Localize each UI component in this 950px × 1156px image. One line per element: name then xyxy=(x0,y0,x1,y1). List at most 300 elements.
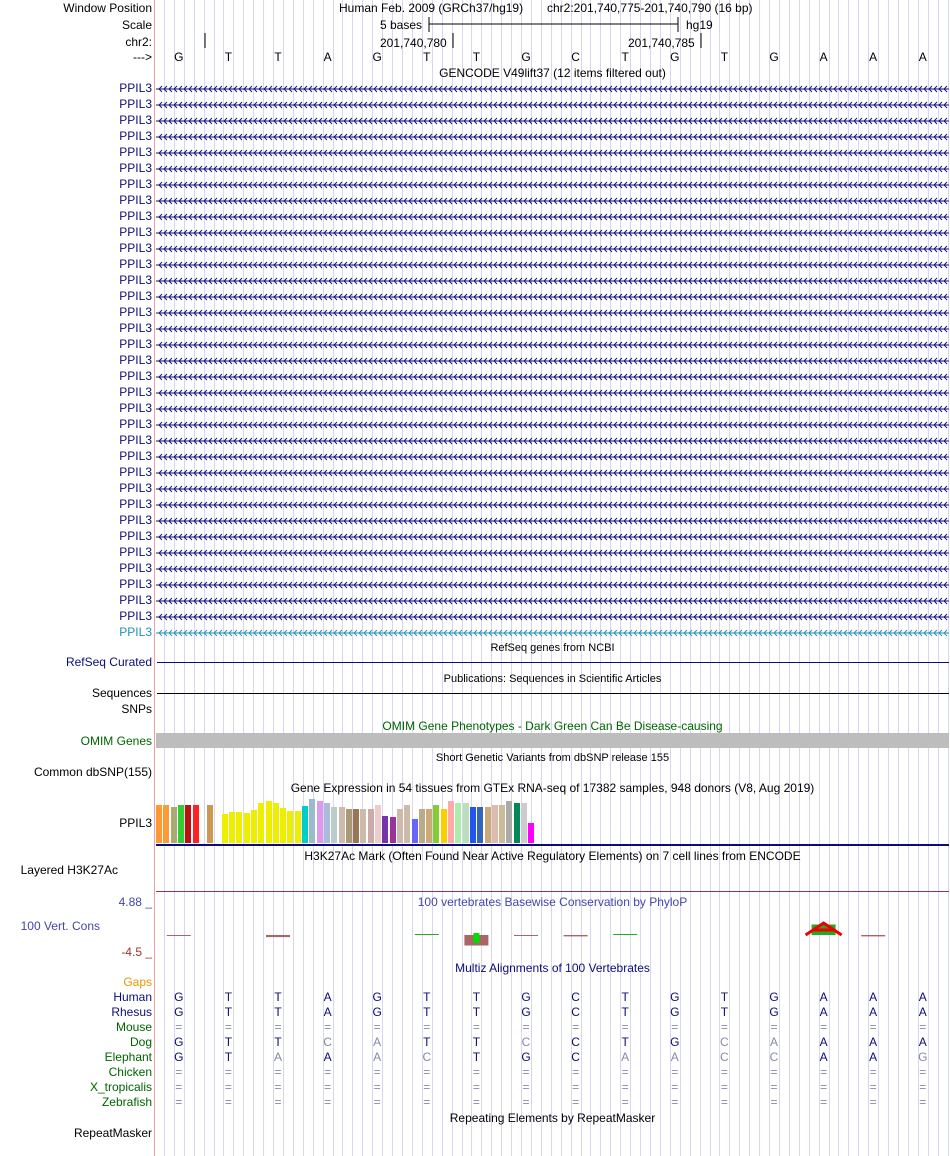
gtex-bar[interactable] xyxy=(368,809,374,843)
multiz-base: T xyxy=(621,1035,629,1049)
gtex-bar[interactable] xyxy=(280,808,286,843)
multiz-base: = xyxy=(820,1095,828,1109)
gtex-bar[interactable] xyxy=(521,803,527,843)
multiz-base: T xyxy=(720,990,729,1004)
gtex-bar[interactable] xyxy=(390,817,396,843)
multiz-base: A xyxy=(373,1035,382,1049)
multiz-base: = xyxy=(224,1020,232,1034)
multiz-base: T xyxy=(274,1035,282,1049)
multiz-base: = xyxy=(274,1095,282,1109)
multiz-base: C xyxy=(571,1005,580,1019)
gencode-transcript[interactable] xyxy=(156,340,949,350)
multiz-base: G xyxy=(372,990,382,1004)
gencode-transcript[interactable] xyxy=(156,308,949,318)
chrom-label: chr2: xyxy=(125,35,152,49)
multiz-base: = xyxy=(820,1020,828,1034)
gtex-bar[interactable] xyxy=(346,809,352,843)
gencode-transcript-label[interactable]: PPIL3 xyxy=(119,401,152,415)
base-letter: T xyxy=(274,50,282,64)
multiz-base: = xyxy=(423,1095,431,1109)
multiz-base: = xyxy=(175,1020,183,1034)
gencode-transcript[interactable] xyxy=(156,196,949,206)
refseq-title[interactable]: RefSeq genes from NCBI xyxy=(490,642,615,654)
multiz-base: = xyxy=(621,1065,629,1079)
gencode-transcript[interactable] xyxy=(156,548,949,558)
gtex-baseline xyxy=(156,844,949,846)
multiz-species-label[interactable]: Chicken xyxy=(108,1065,152,1079)
gtex-bar[interactable] xyxy=(193,805,199,843)
pubs-label[interactable]: Sequences xyxy=(91,686,152,700)
multiz-base: = xyxy=(869,1095,877,1109)
gencode-transcript-label[interactable]: PPIL3 xyxy=(119,81,152,95)
refseq-label[interactable]: RefSeq Curated xyxy=(65,655,152,669)
multiz-base: = xyxy=(373,1080,381,1094)
base-letter: T xyxy=(472,50,481,64)
gtex-bar[interactable] xyxy=(185,805,191,843)
multiz-base: = xyxy=(274,1065,282,1079)
gencode-transcript[interactable] xyxy=(156,324,949,334)
gtex-bar[interactable] xyxy=(163,805,169,843)
base-letter: T xyxy=(720,50,729,64)
multiz-base: = xyxy=(522,1065,530,1079)
gencode-transcript-label[interactable]: PPIL3 xyxy=(119,465,152,479)
multiz-base: T xyxy=(423,990,431,1004)
multiz-base: G xyxy=(769,1005,779,1019)
gtex-bar[interactable] xyxy=(266,801,272,843)
multiz-base: G xyxy=(670,990,680,1004)
multiz-base: T xyxy=(224,1050,233,1064)
gencode-transcript-label[interactable]: PPIL3 xyxy=(119,625,152,639)
multiz-base: = xyxy=(423,1065,431,1079)
phylop-peak xyxy=(473,933,479,943)
base-letter: G xyxy=(670,50,680,64)
gtex-bar[interactable] xyxy=(360,809,366,843)
refseq-line xyxy=(157,662,949,663)
gtex-bar[interactable] xyxy=(397,809,403,843)
gencode-transcript[interactable] xyxy=(156,100,949,110)
phylop-bar xyxy=(564,935,588,936)
multiz-base: A xyxy=(670,1050,679,1064)
gencode-transcript[interactable] xyxy=(156,612,949,622)
multiz-species-label[interactable]: Human xyxy=(113,990,152,1004)
multiz-base: A xyxy=(819,1035,828,1049)
h3k27ac-label[interactable]: Layered H3K27Ac xyxy=(20,863,118,877)
multiz-base: C xyxy=(571,990,580,1004)
gencode-transcript-label[interactable]: PPIL3 xyxy=(119,257,152,271)
multiz-base: = xyxy=(720,1020,728,1034)
snps-label[interactable]: SNPs xyxy=(121,702,152,716)
gtex-bar[interactable] xyxy=(426,809,432,843)
multiz-title[interactable]: Multiz Alignments of 100 Vertebrates xyxy=(455,961,650,975)
gencode-transcript[interactable] xyxy=(156,356,949,366)
gtex-bar[interactable] xyxy=(506,801,512,843)
multiz-base: = xyxy=(224,1080,232,1094)
multiz-base: = xyxy=(572,1065,580,1079)
omim-feature[interactable] xyxy=(156,733,949,748)
assembly-title: Human Feb. 2009 (GRCh37/hg19) xyxy=(339,1,524,15)
gencode-transcript-label[interactable]: PPIL3 xyxy=(119,225,152,239)
multiz-base: A xyxy=(819,1050,828,1064)
gencode-transcript[interactable] xyxy=(156,420,949,430)
gtex-bar[interactable] xyxy=(382,816,388,843)
gencode-transcript-label[interactable]: PPIL3 xyxy=(119,433,152,447)
phylop-label[interactable]: 100 Vert. Cons xyxy=(20,919,100,933)
gtex-bar[interactable] xyxy=(302,806,308,843)
multiz-base: C xyxy=(422,1050,432,1064)
multiz-base: A xyxy=(273,1050,282,1064)
multiz-base: G xyxy=(521,1050,531,1064)
gencode-transcript-label[interactable]: PPIL3 xyxy=(119,145,152,159)
omim-title[interactable]: OMIM Gene Phenotypes - Dark Green Can Be Disease-causing xyxy=(382,719,723,733)
multiz-base: A xyxy=(323,1050,332,1064)
rmsk-label[interactable]: RepeatMasker xyxy=(73,1126,152,1140)
multiz-base: = xyxy=(671,1020,679,1034)
omim-label[interactable]: OMIM Genes xyxy=(80,734,152,748)
gencode-transcript[interactable] xyxy=(156,148,949,158)
gtex-bar[interactable] xyxy=(375,805,381,843)
multiz-base: = xyxy=(274,1020,282,1034)
gtex-bar[interactable] xyxy=(229,812,235,843)
gencode-transcript-label[interactable]: PPIL3 xyxy=(119,241,152,255)
gencode-transcript-label[interactable]: PPIL3 xyxy=(119,497,152,511)
multiz-base: = xyxy=(869,1065,877,1079)
multiz-base: A xyxy=(918,1005,927,1019)
multiz-base: T xyxy=(224,990,233,1004)
multiz-base: = xyxy=(671,1065,679,1079)
multiz-base: = xyxy=(472,1080,480,1094)
multiz-base: = xyxy=(522,1020,530,1034)
base-letter: G xyxy=(521,50,531,64)
gencode-transcript[interactable] xyxy=(156,404,949,414)
gencode-transcript[interactable] xyxy=(156,564,949,574)
gaps-label[interactable]: Gaps xyxy=(123,975,152,989)
gencode-transcript[interactable] xyxy=(156,388,949,398)
gtex-bar[interactable] xyxy=(309,799,315,843)
multiz-base: G xyxy=(372,1005,382,1019)
multiz-base: = xyxy=(522,1080,530,1094)
gtex-bar[interactable] xyxy=(273,803,279,843)
multiz-base: = xyxy=(621,1095,629,1109)
gencode-transcript[interactable] xyxy=(156,452,949,462)
base-letter: A xyxy=(323,50,332,64)
base-letter: A xyxy=(918,50,927,64)
multiz-base: T xyxy=(274,1005,282,1019)
gencode-transcript-label[interactable]: PPIL3 xyxy=(119,369,152,383)
multiz-species-label[interactable]: Zebrafish xyxy=(101,1095,152,1109)
gencode-transcript-label[interactable]: PPIL3 xyxy=(119,545,152,559)
gtex-bar[interactable] xyxy=(514,803,520,843)
gtex-bar[interactable] xyxy=(441,809,447,843)
multiz-base: = xyxy=(671,1080,679,1094)
gtex-bar[interactable] xyxy=(455,803,461,843)
multiz-base: G xyxy=(521,1005,531,1019)
gencode-transcript[interactable] xyxy=(156,436,949,446)
base-letter: T xyxy=(621,50,629,64)
gtex-bar[interactable] xyxy=(477,807,483,843)
gtex-bar[interactable] xyxy=(528,823,534,843)
gencode-transcript-label[interactable]: PPIL3 xyxy=(119,561,152,575)
gtex-bar[interactable] xyxy=(178,805,184,843)
gencode-transcript-label[interactable]: PPIL3 xyxy=(119,385,152,399)
multiz-base: C xyxy=(571,1035,580,1049)
multiz-base: A xyxy=(819,1005,828,1019)
gencode-transcript-label[interactable]: PPIL3 xyxy=(119,193,152,207)
phylop-max: 4.88 _ xyxy=(118,895,152,909)
multiz-base: T xyxy=(274,990,282,1004)
multiz-base: = xyxy=(919,1095,927,1109)
gencode-transcript-label[interactable]: PPIL3 xyxy=(119,337,152,351)
window-position-label: Window Position xyxy=(63,1,152,15)
multiz-base: = xyxy=(671,1095,679,1109)
multiz-base: G xyxy=(521,990,531,1004)
multiz-base: = xyxy=(621,1020,629,1034)
gencode-transcript[interactable] xyxy=(156,276,949,286)
gencode-transcript[interactable] xyxy=(156,84,949,94)
gencode-transcript-label[interactable]: PPIL3 xyxy=(119,513,152,527)
gencode-transcript-label[interactable]: PPIL3 xyxy=(119,177,152,191)
multiz-base: T xyxy=(224,1005,233,1019)
base-letter: G xyxy=(174,50,184,64)
gencode-transcript-label[interactable]: PPIL3 xyxy=(119,113,152,127)
phylop-bar xyxy=(415,934,439,935)
gencode-transcript[interactable] xyxy=(156,596,949,606)
multiz-base: = xyxy=(472,1065,480,1079)
gtex-bar[interactable] xyxy=(485,807,491,843)
gencode-transcript[interactable] xyxy=(156,500,949,510)
base-letter: C xyxy=(571,50,580,64)
multiz-base: = xyxy=(423,1080,431,1094)
gencode-transcript[interactable] xyxy=(156,532,949,542)
multiz-base: A xyxy=(769,1035,778,1049)
gtex-bar[interactable] xyxy=(463,803,469,843)
multiz-base: = xyxy=(175,1080,183,1094)
gencode-transcript-label[interactable]: PPIL3 xyxy=(119,481,152,495)
rmsk-title[interactable]: Repeating Elements by RepeatMasker xyxy=(449,1111,656,1125)
gtex-bar[interactable] xyxy=(412,819,418,843)
gtex-bar[interactable] xyxy=(156,805,162,843)
phylop-bar xyxy=(266,935,290,937)
multiz-base: C xyxy=(571,1050,580,1064)
multiz-base: = xyxy=(720,1095,728,1109)
gtex-bar[interactable] xyxy=(404,805,410,843)
multiz-species-label[interactable]: Elephant xyxy=(104,1050,152,1064)
multiz-base: T xyxy=(224,1035,233,1049)
gtex-title[interactable]: Gene Expression in 54 tissues from GTEx RNA-seq of 17382 samples, 948 donors (V8, Aug 2019) xyxy=(290,781,815,795)
gencode-transcript-label[interactable]: PPIL3 xyxy=(119,273,152,287)
coord-ticks xyxy=(204,33,704,49)
gtex-bar[interactable] xyxy=(433,805,439,843)
gencode-transcript[interactable] xyxy=(156,580,949,590)
multiz-base: G xyxy=(174,1005,184,1019)
dbsnp-title[interactable]: Short Genetic Variants from dbSNP release 155 xyxy=(435,752,670,764)
multiz-base: = xyxy=(373,1065,381,1079)
coord-1: 201,740,780 xyxy=(380,36,447,50)
multiz-base: = xyxy=(224,1065,232,1079)
multiz-base: G xyxy=(174,990,184,1004)
phylop-plot[interactable] xyxy=(156,910,949,950)
multiz-species-label[interactable]: Dog xyxy=(129,1035,152,1049)
gtex-bar[interactable] xyxy=(499,805,505,843)
multiz-base: T xyxy=(621,1005,629,1019)
multiz-base: T xyxy=(423,1005,431,1019)
multiz-base: C xyxy=(769,1050,779,1064)
db-label: hg19 xyxy=(686,18,713,32)
multiz-base: = xyxy=(274,1080,282,1094)
gencode-transcript-label[interactable]: PPIL3 xyxy=(119,209,152,223)
gencode-transcript[interactable] xyxy=(156,132,949,142)
multiz-base: T xyxy=(472,1050,481,1064)
multiz-base: = xyxy=(770,1020,778,1034)
multiz-base: A xyxy=(869,1050,878,1064)
gencode-transcript-label[interactable]: PPIL3 xyxy=(119,161,152,175)
multiz-base: = xyxy=(919,1020,927,1034)
gencode-transcript[interactable] xyxy=(156,244,949,254)
multiz-base: A xyxy=(869,1035,878,1049)
gtex-label[interactable]: PPIL3 xyxy=(119,816,152,830)
gencode-title[interactable]: GENCODE V49lift37 (12 items filtered out) xyxy=(439,66,666,80)
multiz-base: = xyxy=(770,1065,778,1079)
gtex-bar[interactable] xyxy=(251,810,257,843)
gencode-transcript[interactable] xyxy=(156,628,949,638)
window-position: chr2:201,740,775-201,740,790 (16 bp) xyxy=(547,1,753,15)
gencode-transcript[interactable] xyxy=(156,260,949,270)
base-letter: A xyxy=(819,50,828,64)
multiz-base: = xyxy=(373,1095,381,1109)
gtex-bar[interactable] xyxy=(317,801,323,843)
multiz-base: = xyxy=(572,1080,580,1094)
gtex-bar[interactable] xyxy=(287,811,293,843)
multiz-species-label[interactable]: Rhesus xyxy=(111,1005,152,1019)
gtex-bar[interactable] xyxy=(222,814,228,843)
multiz-base: = xyxy=(621,1080,629,1094)
phylop-min: -4.5 _ xyxy=(121,945,152,959)
multiz-base: = xyxy=(224,1095,232,1109)
scale-text: 5 bases xyxy=(380,18,423,32)
gencode-transcript-label[interactable]: PPIL3 xyxy=(119,417,152,431)
h3k27ac-title[interactable]: H3K27Ac Mark (Often Found Near Active Regulatory Elements) on 7 cell lines from ENCODE xyxy=(304,849,801,863)
multiz-base: A xyxy=(819,990,828,1004)
phylop-bar xyxy=(613,934,637,935)
multiz-species-label[interactable]: X_tropicalis xyxy=(89,1080,152,1094)
gtex-bar[interactable] xyxy=(419,809,425,843)
gencode-transcript-label[interactable]: PPIL3 xyxy=(119,609,152,623)
gtex-bar[interactable] xyxy=(331,807,337,843)
gtex-bar[interactable] xyxy=(258,803,264,843)
gtex-bar[interactable] xyxy=(492,805,498,843)
gencode-transcript-label[interactable]: PPIL3 xyxy=(119,305,152,319)
multiz-base: = xyxy=(869,1020,877,1034)
multiz-base: A xyxy=(918,1035,927,1049)
multiz-base: T xyxy=(423,1035,431,1049)
multiz-base: T xyxy=(720,1005,729,1019)
gencode-transcript[interactable] xyxy=(156,516,949,526)
gtex-bar[interactable] xyxy=(353,809,359,843)
multiz-base: = xyxy=(919,1065,927,1079)
multiz-base: = xyxy=(423,1020,431,1034)
multiz-base: = xyxy=(820,1065,828,1079)
gtex-bar[interactable] xyxy=(171,807,177,843)
pubs-line xyxy=(157,693,949,694)
multiz-base: A xyxy=(373,1050,382,1064)
gencode-transcript-label[interactable]: PPIL3 xyxy=(119,321,152,335)
gtex-bar[interactable] xyxy=(324,803,330,843)
gencode-transcript[interactable] xyxy=(156,292,949,302)
multiz-base: A xyxy=(621,1050,630,1064)
gencode-transcript[interactable] xyxy=(156,228,949,238)
phylop-bar xyxy=(167,935,191,936)
multiz-base: T xyxy=(621,990,629,1004)
gtex-bar[interactable] xyxy=(295,811,301,843)
gtex-bar[interactable] xyxy=(244,813,250,843)
dbsnp-label[interactable]: Common dbSNP(155) xyxy=(33,765,152,779)
gencode-transcript[interactable] xyxy=(156,180,949,190)
multiz-base: = xyxy=(720,1065,728,1079)
coord-2: 201,740,785 xyxy=(628,36,695,50)
gencode-transcript[interactable] xyxy=(156,372,949,382)
gencode-transcript-label[interactable]: PPIL3 xyxy=(119,289,152,303)
gtex-bar[interactable] xyxy=(448,801,454,843)
strand-label: ---> xyxy=(133,50,152,64)
gencode-transcript-label[interactable]: PPIL3 xyxy=(119,529,152,543)
multiz-base: A xyxy=(323,1005,332,1019)
scale-bar xyxy=(428,17,680,33)
multiz-base: C xyxy=(323,1035,332,1049)
gencode-transcript-label[interactable]: PPIL3 xyxy=(119,577,152,591)
gencode-transcript[interactable] xyxy=(156,468,949,478)
multiz-base: T xyxy=(472,990,481,1004)
pubs-title[interactable]: Publications: Sequences in Scientific Articles xyxy=(443,673,662,685)
multiz-base: = xyxy=(324,1095,332,1109)
gencode-transcript[interactable] xyxy=(156,116,949,126)
gencode-transcript-label[interactable]: PPIL3 xyxy=(119,353,152,367)
base-letter: G xyxy=(372,50,382,64)
gtex-bar[interactable] xyxy=(207,805,213,843)
multiz-base: A xyxy=(918,990,927,1004)
phylop-bar xyxy=(514,935,538,936)
gencode-transcript[interactable] xyxy=(156,164,949,174)
multiz-base: G xyxy=(918,1050,928,1064)
gtex-bar[interactable] xyxy=(236,812,242,843)
multiz-base: = xyxy=(324,1080,332,1094)
base-letter: G xyxy=(769,50,779,64)
multiz-base: = xyxy=(572,1020,580,1034)
phylop-title[interactable]: 100 vertebrates Basewise Conservation by PhyloP xyxy=(417,895,688,909)
multiz-base: = xyxy=(175,1095,183,1109)
gencode-transcript[interactable] xyxy=(156,212,949,222)
gencode-transcript-label[interactable]: PPIL3 xyxy=(119,97,152,111)
gtex-bar[interactable] xyxy=(470,807,476,843)
multiz-base: = xyxy=(373,1020,381,1034)
multiz-base: C xyxy=(720,1035,729,1049)
gencode-transcript-label[interactable]: PPIL3 xyxy=(119,129,152,143)
multiz-base: A xyxy=(869,1005,878,1019)
multiz-base: = xyxy=(522,1095,530,1109)
multiz-base: A xyxy=(869,990,878,1004)
multiz-base: G xyxy=(670,1035,680,1049)
multiz-base: T xyxy=(472,1035,481,1049)
gencode-transcript-label[interactable]: PPIL3 xyxy=(119,593,152,607)
gtex-bar[interactable] xyxy=(339,807,345,843)
multiz-base: C xyxy=(720,1050,729,1064)
multiz-base: = xyxy=(472,1020,480,1034)
multiz-base: G xyxy=(769,990,779,1004)
gencode-transcript-label[interactable]: PPIL3 xyxy=(119,449,152,463)
multiz-base: = xyxy=(770,1080,778,1094)
gencode-transcript[interactable] xyxy=(156,484,949,494)
multiz-base: T xyxy=(472,1005,481,1019)
multiz-species-label[interactable]: Mouse xyxy=(115,1020,152,1034)
base-letter: A xyxy=(869,50,878,64)
